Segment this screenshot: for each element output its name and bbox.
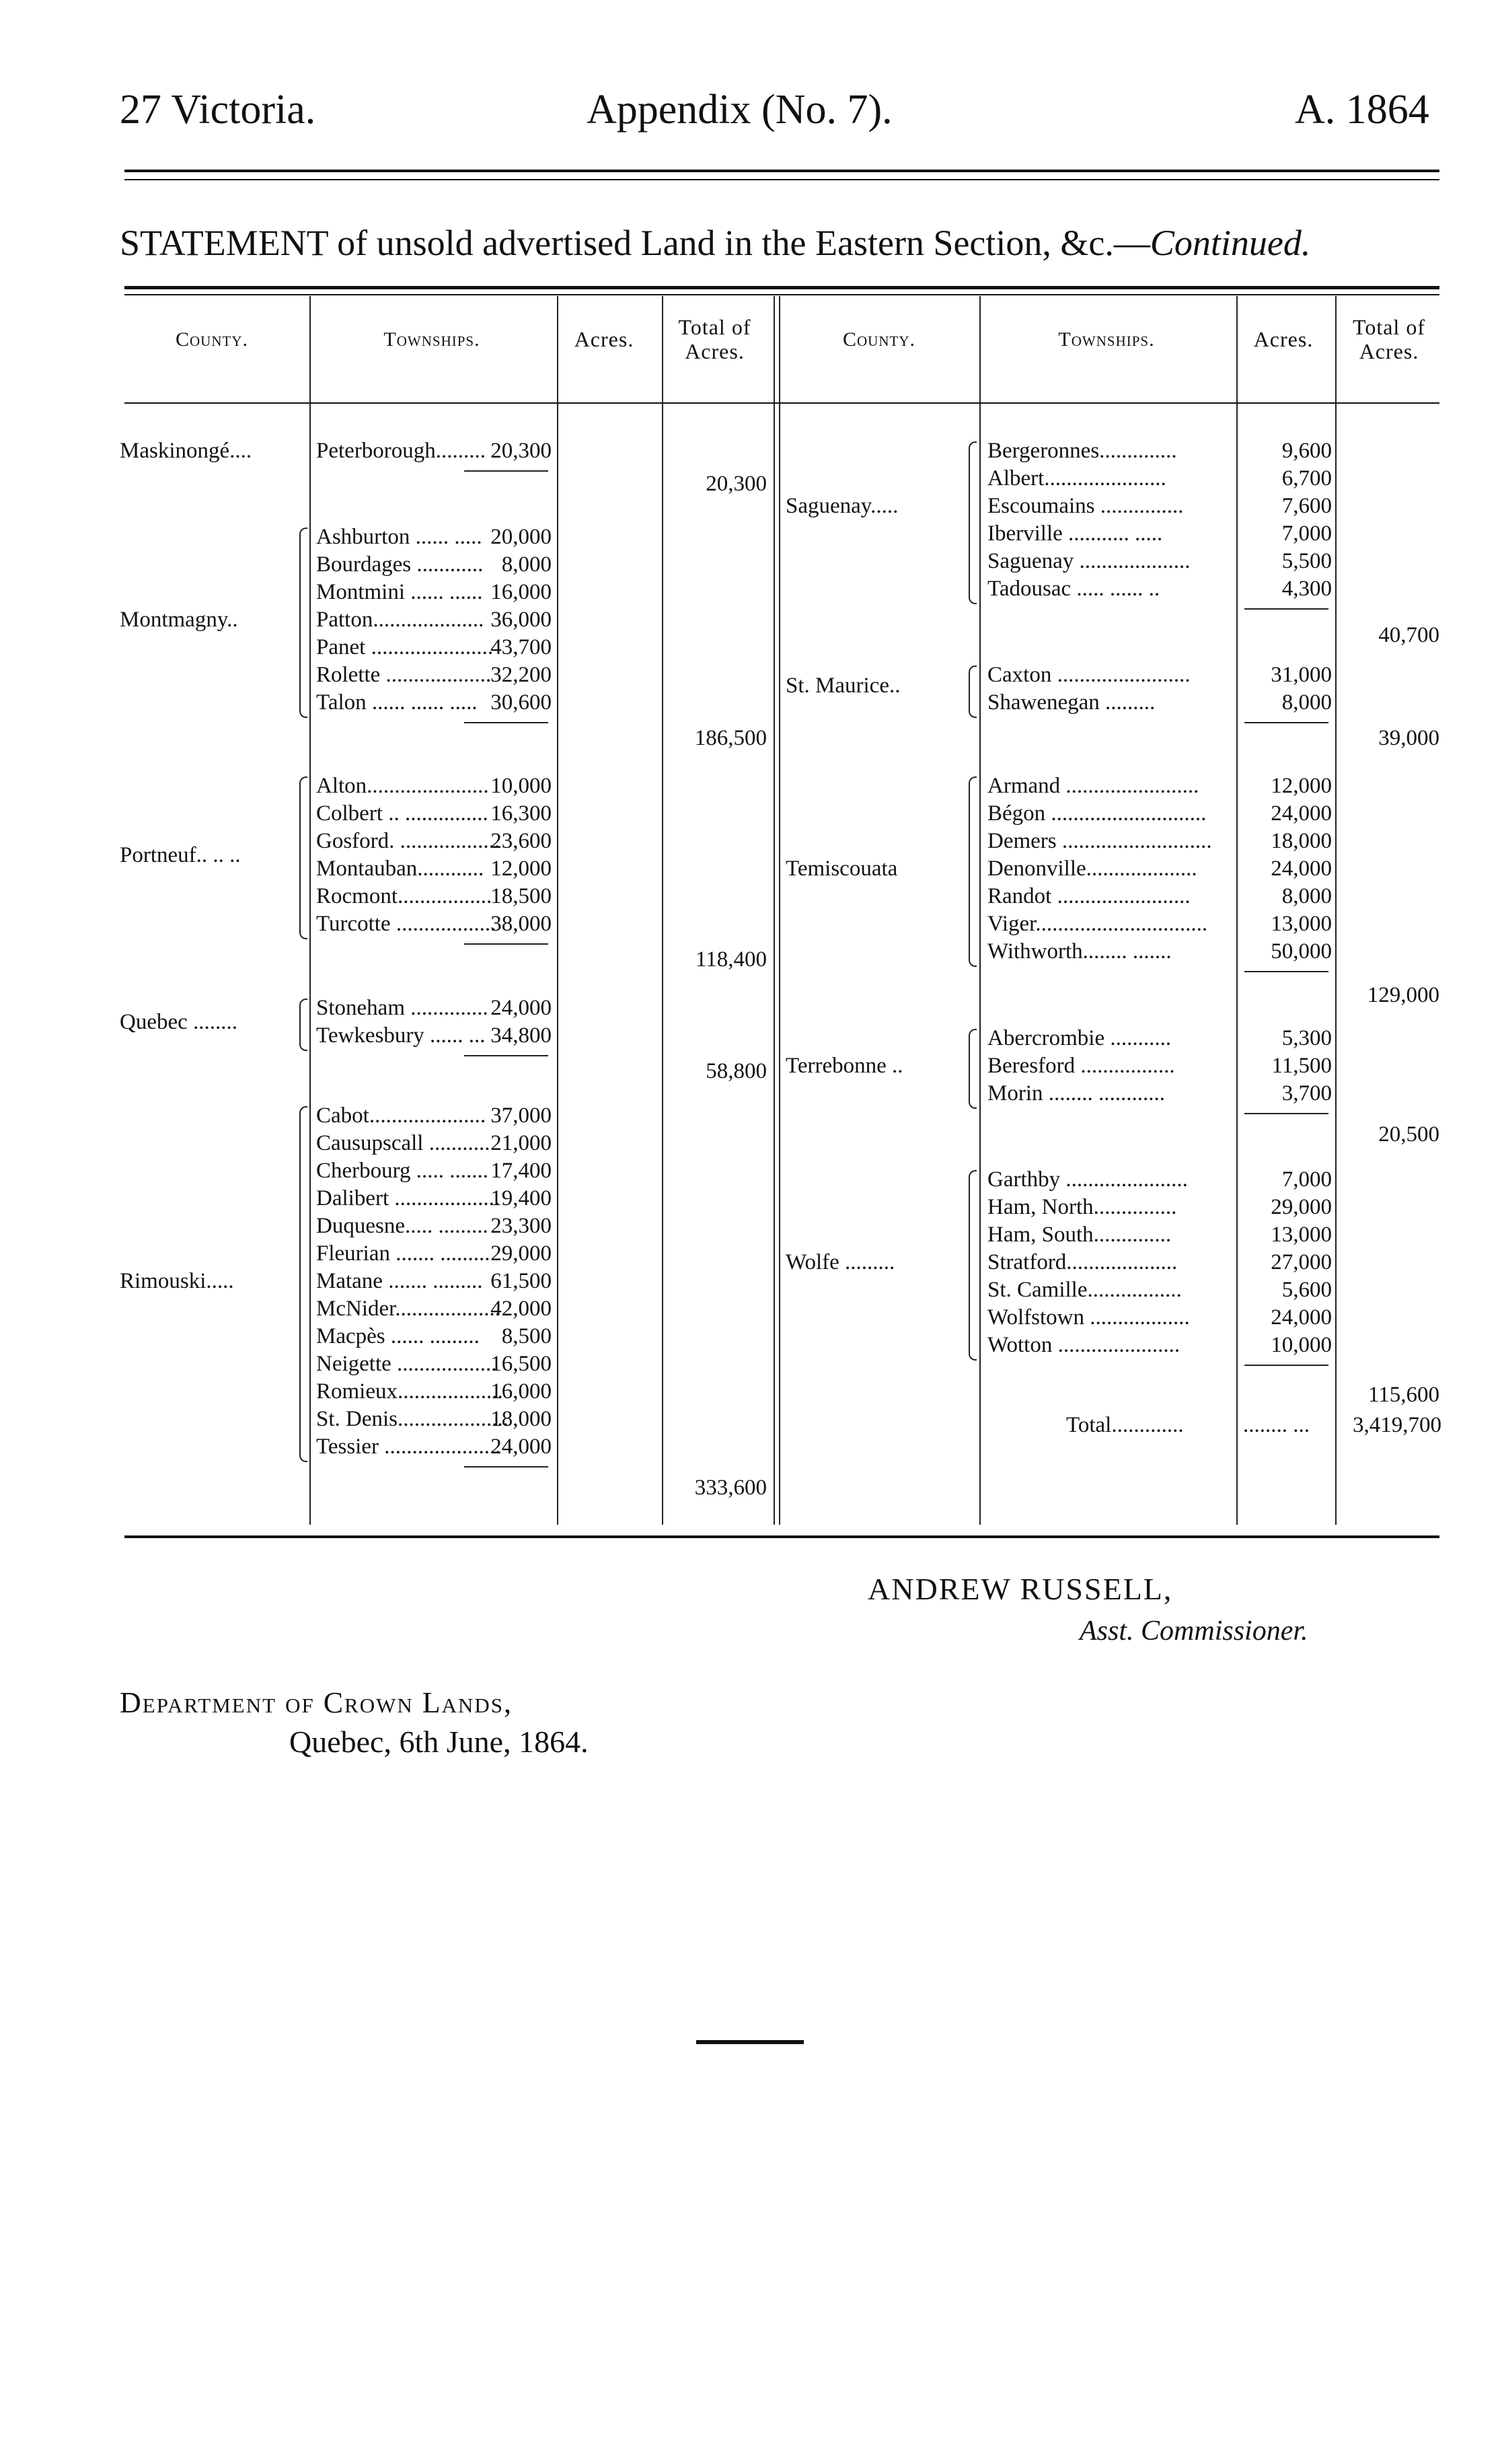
township-name: Shawenegan ......... <box>987 690 1156 715</box>
township-name: Ashburton ...... ..... <box>316 525 482 549</box>
township-name: Wolfstown .................. <box>987 1305 1190 1330</box>
county-total: 20,500 <box>1378 1122 1439 1147</box>
county-brace <box>969 665 977 718</box>
township-name: Bergeronnes.............. <box>987 439 1177 463</box>
vline-3 <box>662 296 663 1525</box>
township-name: Saguenay .................... <box>987 549 1191 573</box>
township-name: Ham, North............... <box>987 1195 1177 1219</box>
township-acres: 24,000 <box>490 1435 552 1459</box>
township-name: Ham, South.............. <box>987 1223 1172 1247</box>
township-acres: 5,600 <box>1281 1278 1332 1302</box>
department-line2: Quebec, 6th June, 1864. <box>289 1725 589 1759</box>
township-name: Bourdages ............ <box>316 552 484 577</box>
subtotal-rule <box>1244 1113 1328 1114</box>
township-acres: 16,500 <box>490 1352 552 1376</box>
county-total: 333,600 <box>694 1476 767 1500</box>
col-townships-right: Townships. <box>1058 328 1155 351</box>
township-acres: 34,800 <box>490 1023 552 1048</box>
county-name: Quebec ........ <box>120 1009 238 1034</box>
township-acres: 31,000 <box>1271 663 1332 687</box>
grand-total-label: Total............. <box>1066 1413 1184 1437</box>
township-acres: 16,000 <box>490 1379 552 1404</box>
county-name: Temiscouata <box>786 857 898 881</box>
township-name: Albert...................... <box>987 466 1166 491</box>
township-acres: 24,000 <box>1271 1305 1332 1330</box>
subtotal-rule <box>1244 722 1328 723</box>
signature-name: ANDREW RUSSELL, <box>868 1572 1173 1606</box>
col-total-left <box>663 315 767 363</box>
county-name: Portneuf.. .. .. <box>120 842 241 867</box>
township-acres: 36,000 <box>490 608 552 632</box>
county-brace <box>969 1029 977 1109</box>
township-name: Demers ........................... <box>987 829 1212 853</box>
township-acres: 23,600 <box>490 829 552 853</box>
township-name: Randot ........................ <box>987 884 1191 908</box>
county-brace <box>299 528 307 718</box>
township-acres: 12,000 <box>490 857 552 881</box>
township-acres: 19,400 <box>490 1186 552 1210</box>
county-name: Wolfe ......... <box>786 1250 895 1274</box>
table-rule-top <box>124 286 1439 289</box>
township-name: Rolette ................... <box>316 663 492 687</box>
township-acres: 13,000 <box>1271 912 1332 936</box>
township-name: Beresford ................. <box>987 1054 1175 1078</box>
county-total: 39,000 <box>1378 726 1439 750</box>
township-acres: 7,000 <box>1281 1167 1332 1192</box>
township-acres: 8,000 <box>1281 884 1332 908</box>
vline-2 <box>557 296 558 1525</box>
township-name: McNider................... <box>316 1297 501 1321</box>
township-acres: 32,200 <box>490 663 552 687</box>
county-brace <box>299 999 307 1051</box>
heading-rule <box>124 402 1439 404</box>
township-acres: 38,000 <box>490 912 552 936</box>
county-total: 40,700 <box>1378 623 1439 648</box>
col-acres-right: Acres. <box>1253 327 1314 351</box>
township-name: Causupscall ........... <box>316 1131 490 1155</box>
township-acres: 5,500 <box>1281 549 1332 573</box>
township-name: Iberville ........... ..... <box>987 521 1163 546</box>
township-acres: 17,400 <box>490 1159 552 1183</box>
col-acres-left: Acres. <box>574 327 634 351</box>
township-acres: 20,000 <box>490 525 552 549</box>
township-acres: 20,300 <box>490 439 552 463</box>
township-name: Patton.................... <box>316 608 484 632</box>
township-acres: 18,000 <box>490 1407 552 1431</box>
township-acres: 24,000 <box>490 996 552 1020</box>
township-name: Armand ........................ <box>987 774 1199 798</box>
col-total-right-l2: Acres. <box>1359 339 1419 363</box>
township-name: Romieux................... <box>316 1379 503 1404</box>
township-name: Peterborough......... <box>316 439 486 463</box>
township-name: Wotton ...................... <box>987 1333 1180 1357</box>
table-rule-bottom <box>124 1535 1439 1538</box>
col-total-right <box>1339 315 1439 363</box>
township-acres: 27,000 <box>1271 1250 1332 1274</box>
township-acres: 18,000 <box>1271 829 1332 853</box>
subtotal-rule <box>464 1055 548 1056</box>
col-townships-left: Townships. <box>383 328 480 351</box>
statement-title <box>120 222 1310 264</box>
township-acres: 5,300 <box>1281 1026 1332 1050</box>
township-acres: 30,600 <box>490 690 552 715</box>
subtotal-rule <box>464 470 548 472</box>
header-rule-bottom <box>124 179 1439 180</box>
table-rule-second <box>124 294 1439 295</box>
header-right: A. 1864 <box>1295 87 1429 133</box>
township-name: Tewkesbury ...... ... <box>316 1023 486 1048</box>
county-total: 186,500 <box>694 726 767 750</box>
township-acres: 24,000 <box>1271 801 1332 826</box>
township-acres: 10,000 <box>1271 1333 1332 1357</box>
col-total-left-l1: Total of <box>678 315 751 339</box>
vline-4a <box>774 296 775 1525</box>
township-name: Rocmont................. <box>316 884 492 908</box>
subtotal-rule <box>464 1466 548 1467</box>
county-total: 129,000 <box>1367 983 1439 1008</box>
township-name: Gosford. .................. <box>316 829 500 853</box>
township-name: Turcotte .................. <box>316 912 496 936</box>
vline-4b <box>779 296 780 1525</box>
county-brace <box>969 441 977 604</box>
township-name: St. Camille................. <box>987 1278 1182 1302</box>
county-total: 58,800 <box>706 1059 767 1083</box>
county-total: 115,600 <box>1367 1382 1439 1407</box>
township-name: Macpès ...... ......... <box>316 1324 480 1348</box>
township-name: Denonville.................... <box>987 857 1197 881</box>
township-name: Tadousac ..... ...... .. <box>987 577 1160 601</box>
township-name: Montmini ...... ...... <box>316 580 483 604</box>
township-acres: 29,000 <box>1271 1195 1332 1219</box>
county-brace <box>299 1106 307 1462</box>
statement-main: STATEMENT of unsold advertised Land in the Eastern Section, &c.— <box>120 223 1150 263</box>
township-acres: 61,500 <box>490 1269 552 1293</box>
township-acres: 9,600 <box>1281 439 1332 463</box>
township-name: Talon ...... ...... ..... <box>316 690 478 715</box>
grand-total-dots: ........ ... <box>1243 1413 1310 1437</box>
subtotal-rule <box>1244 971 1328 972</box>
township-name: Tessier ..................... <box>316 1435 501 1459</box>
header-left: 27 Victoria. <box>120 87 316 133</box>
township-name: Neigette .................. <box>316 1352 497 1376</box>
vline-5 <box>979 296 981 1525</box>
header-center: Appendix (No. 7). <box>587 87 893 133</box>
subtotal-rule <box>1244 608 1328 610</box>
township-acres: 8,000 <box>1281 690 1332 715</box>
township-acres: 37,000 <box>490 1103 552 1128</box>
township-name: Abercrombie ........... <box>987 1026 1172 1050</box>
township-name: St. Denis.................... <box>316 1407 509 1431</box>
county-brace <box>299 776 307 939</box>
township-name: Alton...................... <box>316 774 489 798</box>
township-acres: 8,000 <box>501 552 552 577</box>
township-name: Caxton ........................ <box>987 663 1191 687</box>
township-name: Montauban............ <box>316 857 484 881</box>
township-name: Matane ....... ......... <box>316 1269 483 1293</box>
header-rule-top <box>124 170 1439 172</box>
county-name: Maskinongé.... <box>120 439 252 463</box>
township-acres: 50,000 <box>1271 939 1332 964</box>
township-acres: 11,500 <box>1271 1054 1332 1078</box>
township-name: Bégon ............................ <box>987 801 1207 826</box>
township-name: Viger............................... <box>987 912 1208 936</box>
township-name: Panet ...................... <box>316 635 494 659</box>
township-acres: 18,500 <box>490 884 552 908</box>
statement-continued: Continued. <box>1150 223 1311 263</box>
township-acres: 8,500 <box>501 1324 552 1348</box>
township-acres: 43,700 <box>490 635 552 659</box>
county-name: Saguenay..... <box>786 494 899 518</box>
grand-total-value: 3,419,700 <box>1353 1413 1441 1437</box>
township-name: Dalibert ................... <box>316 1186 500 1210</box>
township-name: Duquesne..... ......... <box>316 1214 488 1238</box>
county-name: Montmagny.. <box>120 608 238 632</box>
county-name: St. Maurice.. <box>786 674 901 698</box>
township-acres: 16,000 <box>490 580 552 604</box>
township-name: Escoumains ............... <box>987 494 1184 518</box>
col-total-left-l2: Acres. <box>685 339 745 363</box>
county-total: 118,400 <box>695 947 767 972</box>
township-acres: 7,600 <box>1281 494 1332 518</box>
township-acres: 3,700 <box>1281 1081 1332 1106</box>
township-acres: 6,700 <box>1281 466 1332 491</box>
closing-rule <box>696 2040 804 2044</box>
department-line1: Department of Crown Lands, <box>120 1686 513 1719</box>
township-acres: 23,300 <box>490 1214 552 1238</box>
township-acres: 4,300 <box>1281 577 1332 601</box>
signature-title: Asst. Commissioner. <box>1080 1616 1308 1646</box>
county-brace <box>969 1170 977 1361</box>
subtotal-rule <box>464 722 548 723</box>
township-acres: 10,000 <box>490 774 552 798</box>
township-acres: 13,000 <box>1271 1223 1332 1247</box>
township-name: Morin ........ ............ <box>987 1081 1165 1106</box>
township-name: Cabot..................... <box>316 1103 486 1128</box>
township-name: Garthby ...................... <box>987 1167 1188 1192</box>
county-total: 20,300 <box>706 471 767 496</box>
township-name: Fleurian ....... ......... <box>316 1241 490 1266</box>
county-name: Rimouski..... <box>120 1269 234 1293</box>
township-name: Stratford.................... <box>987 1250 1178 1274</box>
township-name: Colbert .. ............... <box>316 801 488 826</box>
township-acres: 21,000 <box>490 1131 552 1155</box>
subtotal-rule <box>1244 1365 1328 1366</box>
county-brace <box>969 776 977 967</box>
township-acres: 7,000 <box>1281 521 1332 546</box>
township-acres: 42,000 <box>490 1297 552 1321</box>
township-name: Cherbourg ..... ....... <box>316 1159 489 1183</box>
township-acres: 16,300 <box>490 801 552 826</box>
county-name: Terrebonne .. <box>786 1054 903 1078</box>
township-name: Stoneham .............. <box>316 996 488 1020</box>
vline-7 <box>1335 296 1337 1525</box>
township-name: Withworth........ ....... <box>987 939 1172 964</box>
vline-1 <box>309 296 311 1525</box>
col-county-right: County. <box>843 328 915 351</box>
col-county-left: County. <box>176 328 248 351</box>
township-acres: 29,000 <box>490 1241 552 1266</box>
township-acres: 24,000 <box>1271 857 1332 881</box>
township-acres: 12,000 <box>1271 774 1332 798</box>
subtotal-rule <box>464 943 548 945</box>
col-total-right-l1: Total of <box>1353 315 1425 339</box>
